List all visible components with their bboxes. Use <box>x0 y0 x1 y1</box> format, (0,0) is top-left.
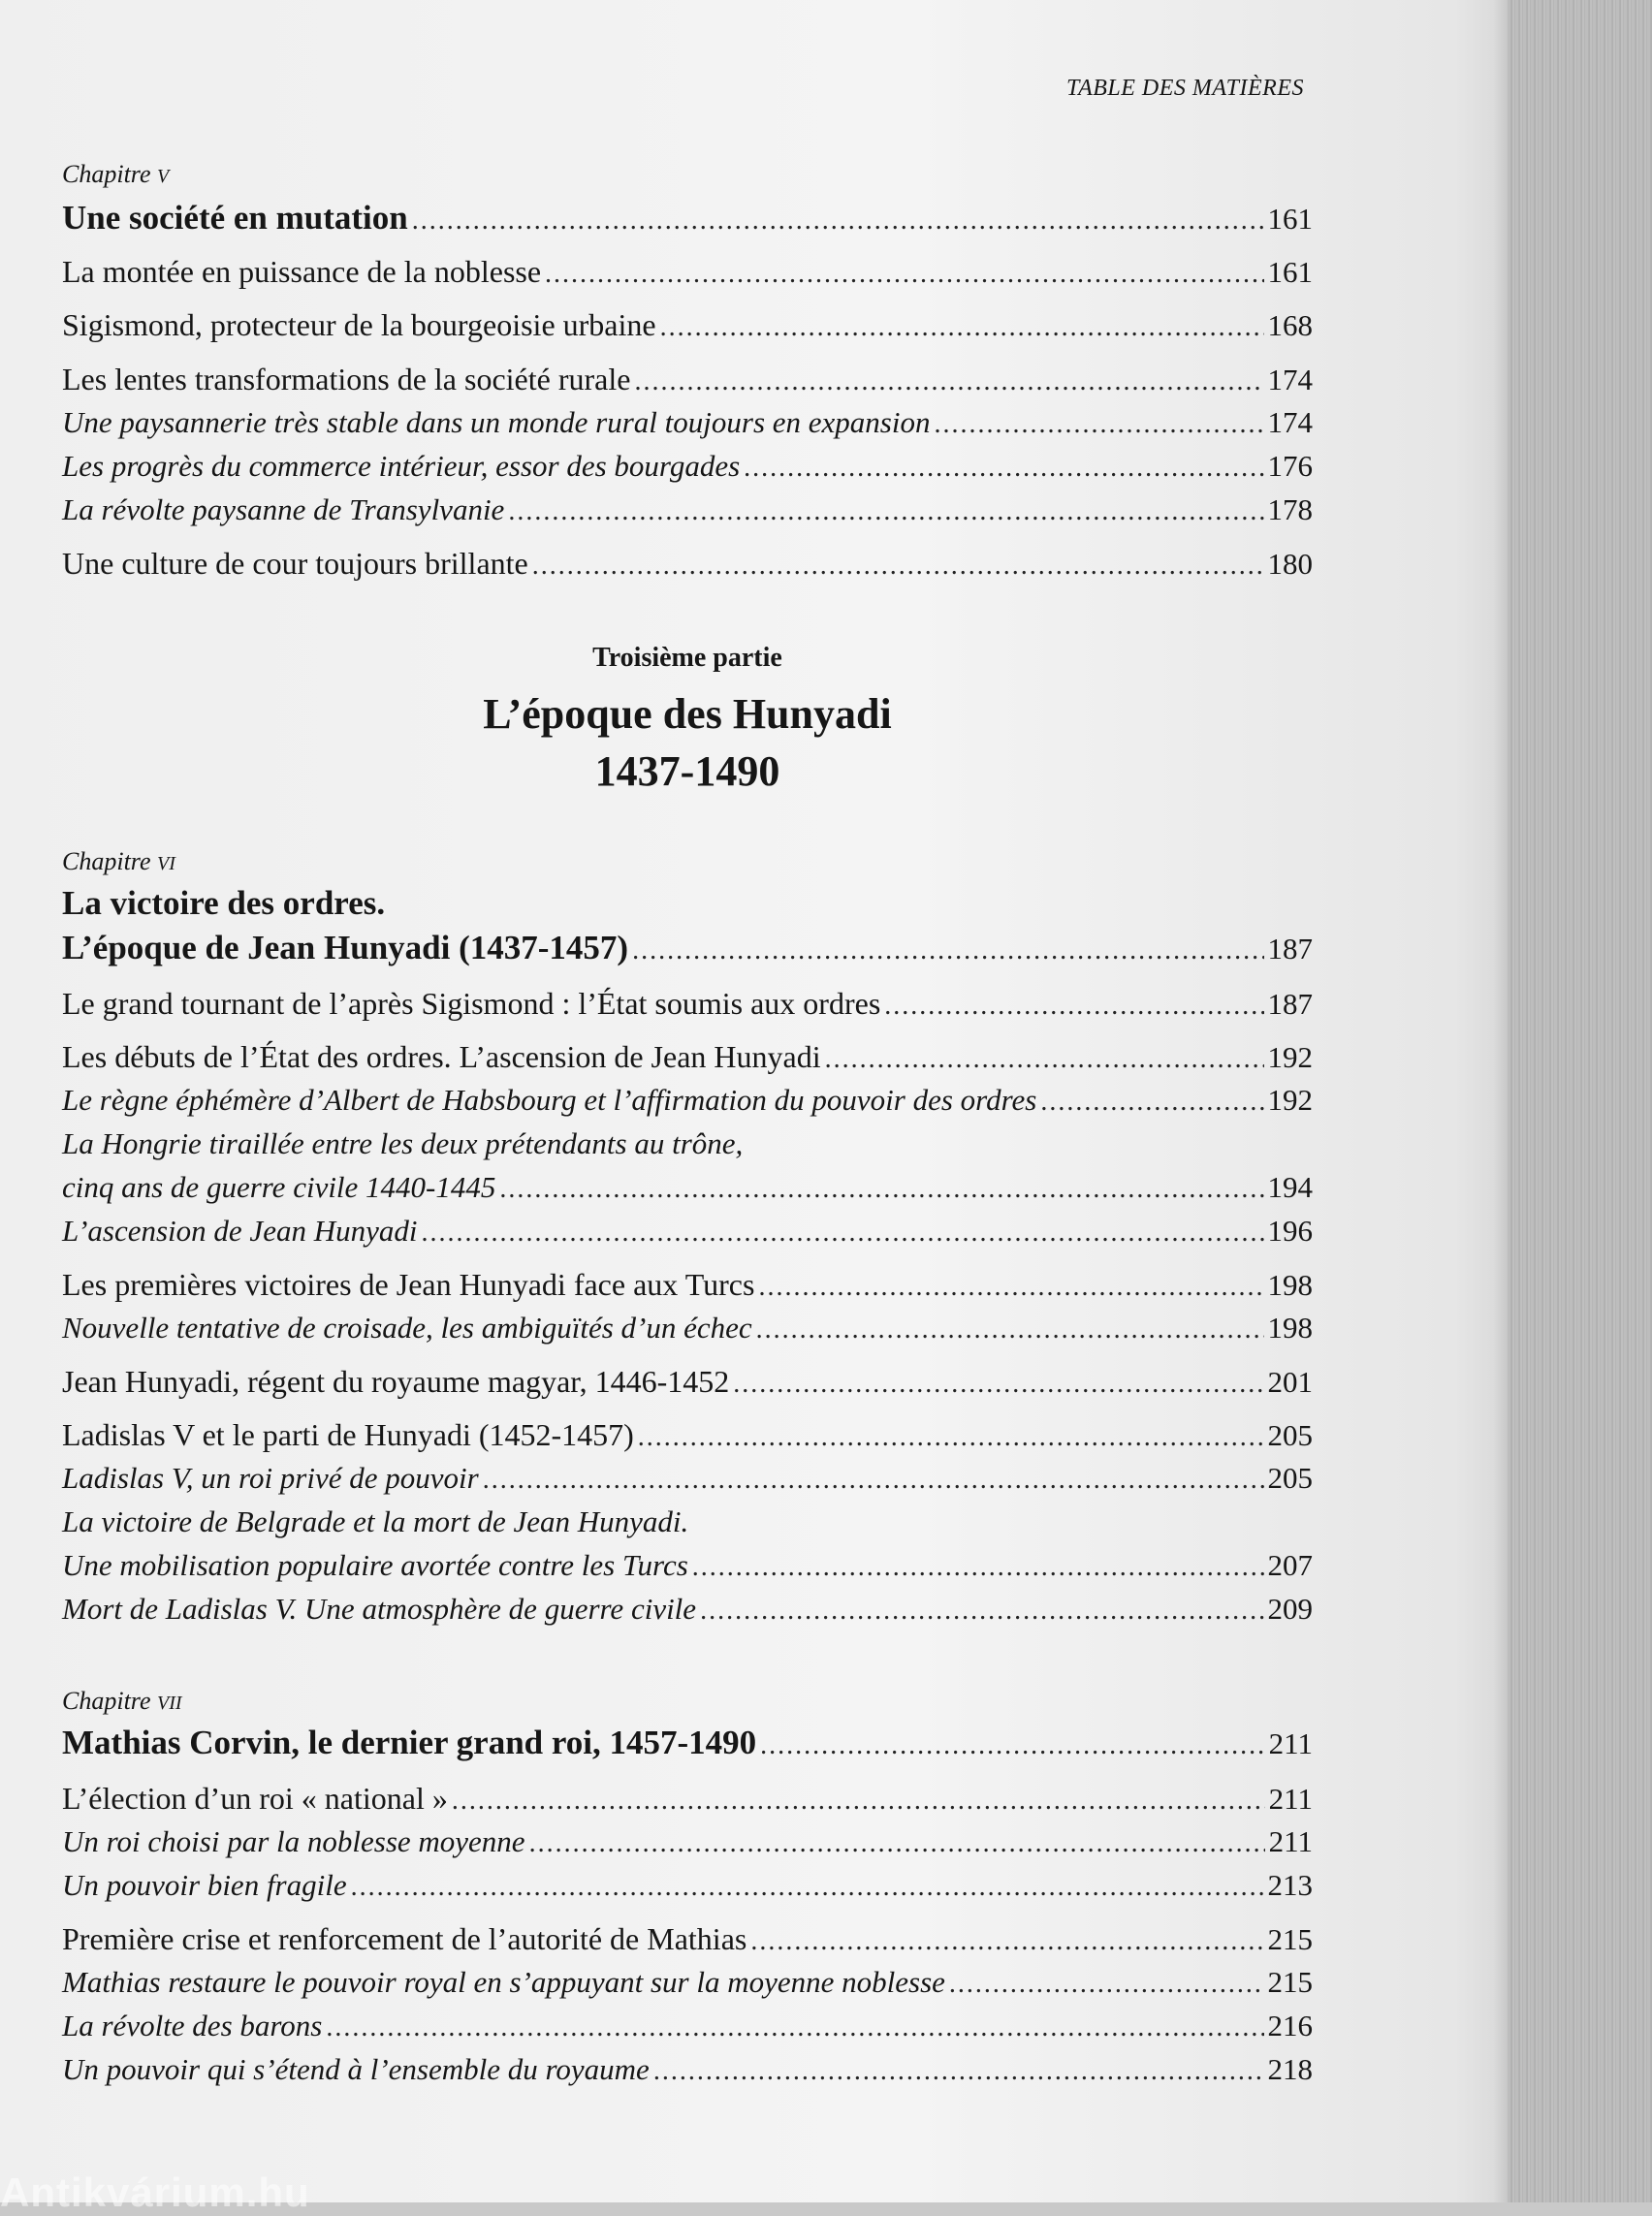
part-dates: 1437-1490 <box>594 747 780 795</box>
chapter-6-title-line1: La victoire des ordres. <box>62 884 386 922</box>
part-label: Troisième partie <box>592 643 782 673</box>
dot-leader <box>638 1422 1264 1449</box>
entry-title: Un roi choisi par la noblesse moyenne <box>62 1824 525 1858</box>
chapter-6-title-row[interactable] <box>62 929 1313 967</box>
dot-leader <box>653 2056 1264 2083</box>
toc-subentry[interactable] <box>62 1311 1313 1345</box>
entry-title: Ladislas V et le parti de Hunyadi (1452-1457) <box>62 1417 634 1452</box>
dot-leader <box>326 2012 1263 2040</box>
chapter-5-title-row[interactable] <box>62 199 1313 237</box>
page-number: 209 <box>1267 1592 1313 1626</box>
dot-leader <box>692 1552 1264 1579</box>
page-number: 168 <box>1267 308 1313 342</box>
dot-leader <box>700 1596 1263 1623</box>
page-number: 192 <box>1267 1040 1313 1074</box>
chapter-title: Une société en mutation <box>62 199 408 237</box>
dot-leader <box>758 1272 1263 1299</box>
toc-subentry[interactable] <box>62 1548 1313 1583</box>
dot-leader <box>532 551 1264 578</box>
chapter-title: Mathias Corvin, le dernier grand roi, 1457-1490 <box>62 1724 757 1761</box>
dot-leader <box>934 409 1263 436</box>
dot-leader <box>750 1926 1263 1953</box>
entry-title: Jean Hunyadi, régent du royaume magyar, 1446-1452 <box>62 1364 730 1399</box>
page-number: 215 <box>1267 1922 1313 1956</box>
chapter-label-number: V <box>156 166 170 187</box>
toc-subentry[interactable] <box>62 1461 1313 1496</box>
dot-leader <box>760 1730 1264 1757</box>
entry-title: Les lentes transformations de la société rurale <box>62 362 631 396</box>
part-title: L’époque des Hunyadi <box>483 690 892 738</box>
toc-subentry-continued[interactable]: La victoire de Belgrade et la mort de Jean Hunyadi. <box>62 1504 689 1538</box>
entry-title: Une culture de cour toujours brillante <box>62 546 528 581</box>
entry-title: Première crise et renforcement de l’autorité de Mathias <box>62 1921 747 1956</box>
chapter-6-label <box>62 847 175 876</box>
entry-title: Les débuts de l’État des ordres. L’ascension de Jean Hunyadi <box>62 1039 821 1074</box>
entry-title: Le grand tournant de l’après Sigismond : l’État soumis aux ordres <box>62 986 881 1021</box>
entry-title: Un pouvoir bien fragile <box>62 1868 347 1902</box>
chapter-label-word: Chapitre <box>62 1687 151 1715</box>
toc-subentry[interactable] <box>62 449 1313 484</box>
toc-entry[interactable] <box>62 1921 1313 1957</box>
page-number: 178 <box>1267 492 1313 526</box>
page-number: 161 <box>1267 255 1313 289</box>
toc-subentry[interactable] <box>62 1824 1313 1859</box>
chapter-title: L’époque de Jean Hunyadi (1437-1457) <box>62 929 629 966</box>
dot-leader <box>634 366 1263 394</box>
page-number: 174 <box>1267 405 1313 439</box>
toc-subentry[interactable] <box>62 2052 1313 2087</box>
entry-title: Ladislas V, un roi privé de pouvoir <box>62 1461 479 1495</box>
entry-title: Une mobilisation populaire avortée contre les Turcs <box>62 1548 688 1582</box>
page-number: 211 <box>1268 1824 1313 1858</box>
toc-entry[interactable] <box>62 254 1313 290</box>
toc-entry[interactable] <box>62 986 1313 1022</box>
page-number: 174 <box>1267 363 1313 396</box>
chapter-label-word: Chapitre <box>62 160 151 188</box>
toc-subentry[interactable] <box>62 1868 1313 1903</box>
toc-entry[interactable] <box>62 1781 1313 1817</box>
dot-leader <box>949 1969 1264 1996</box>
dot-leader <box>756 1314 1264 1342</box>
dot-leader <box>884 991 1263 1018</box>
dot-leader <box>660 312 1264 339</box>
toc-entry[interactable] <box>62 1039 1313 1075</box>
dot-leader <box>412 206 1264 233</box>
page-number: 215 <box>1267 1965 1313 1999</box>
dot-leader <box>1040 1087 1263 1114</box>
page-edges <box>1508 0 1652 2202</box>
entry-title: Une paysannerie très stable dans un monde rural toujours en expansion <box>62 405 931 439</box>
chapter-label-number: VII <box>156 1693 182 1714</box>
dot-leader <box>351 1872 1264 1899</box>
entry-title: cinq ans de guerre civile 1440-1445 <box>62 1170 496 1204</box>
toc-entry[interactable] <box>62 362 1313 397</box>
dot-leader <box>508 496 1263 523</box>
page-number: 218 <box>1267 2052 1313 2086</box>
dot-leader <box>529 1828 1265 1855</box>
page-number: 192 <box>1267 1083 1313 1117</box>
running-header: TABLE DES MATIÈRES <box>1066 76 1304 101</box>
entry-title: La révolte des barons <box>62 2009 323 2042</box>
page-number: 198 <box>1267 1311 1313 1345</box>
toc-entry[interactable] <box>62 307 1313 343</box>
toc-entry[interactable] <box>62 1417 1313 1453</box>
toc-subentry-continued[interactable]: La Hongrie tiraillée entre les deux prétendants au trône, <box>62 1126 744 1160</box>
page-number: 205 <box>1267 1418 1313 1452</box>
chapter-7-label <box>62 1687 182 1716</box>
toc-entry[interactable] <box>62 1267 1313 1303</box>
entry-title: Mathias restaure le pouvoir royal en s’appuyant sur la moyenne noblesse <box>62 1965 945 1999</box>
dot-leader <box>483 1465 1264 1492</box>
page-number: 196 <box>1267 1214 1313 1248</box>
toc-entry[interactable] <box>62 546 1313 582</box>
page-number: 201 <box>1267 1365 1313 1399</box>
toc-subentry[interactable] <box>62 492 1313 527</box>
toc-subentry[interactable] <box>62 1592 1313 1627</box>
page-number: 213 <box>1267 1868 1313 1902</box>
entry-title: Nouvelle tentative de croisade, les ambiguïtés d’un échec <box>62 1311 752 1345</box>
page-number: 205 <box>1267 1461 1313 1495</box>
chapter-5-label <box>62 160 169 189</box>
page-number: 198 <box>1267 1268 1313 1302</box>
page-number: 211 <box>1268 1726 1313 1760</box>
entry-title: L’élection d’un roi « national » <box>62 1781 448 1816</box>
dot-leader <box>744 453 1263 480</box>
entry-title: Le règne éphémère d’Albert de Habsbourg et l’affirmation du pouvoir des ordres <box>62 1083 1037 1117</box>
entry-title: La révolte paysanne de Transylvanie <box>62 492 505 526</box>
dot-leader <box>825 1044 1264 1071</box>
entry-title: Sigismond, protecteur de la bourgeoisie urbaine <box>62 307 656 342</box>
toc-subentry[interactable] <box>62 1083 1313 1118</box>
toc-subentry[interactable] <box>62 1170 1313 1205</box>
chapter-label-number: VI <box>156 853 175 874</box>
toc-entry[interactable] <box>62 1364 1313 1400</box>
entry-title: La montée en puissance de la noblesse <box>62 254 542 289</box>
dot-leader <box>421 1218 1263 1245</box>
toc-subentry[interactable] <box>62 1965 1313 2000</box>
page-number: 187 <box>1267 932 1313 966</box>
page-number: 211 <box>1268 1782 1313 1816</box>
dot-leader <box>452 1786 1265 1813</box>
page-number: 216 <box>1267 2009 1313 2042</box>
dot-leader <box>632 935 1263 963</box>
toc-subentry[interactable] <box>62 1214 1313 1249</box>
dot-leader <box>733 1369 1263 1396</box>
chapter-label-word: Chapitre <box>62 847 151 875</box>
dot-leader <box>545 259 1263 286</box>
page-number: 180 <box>1267 547 1313 581</box>
entry-title: Les progrès du commerce intérieur, essor des bourgades <box>62 449 741 483</box>
chapter-7-title-row[interactable] <box>62 1724 1313 1762</box>
page-number: 161 <box>1267 202 1313 236</box>
page-number: 176 <box>1267 449 1313 483</box>
page-number: 187 <box>1267 987 1313 1021</box>
dot-leader <box>499 1174 1263 1201</box>
toc-subentry[interactable] <box>62 2009 1313 2043</box>
entry-title: L’ascension de Jean Hunyadi <box>62 1214 418 1248</box>
entry-title: Mort de Ladislas V. Une atmosphère de guerre civile <box>62 1592 697 1626</box>
entry-title: Les premières victoires de Jean Hunyadi face aux Turcs <box>62 1267 755 1302</box>
page-number: 207 <box>1267 1548 1313 1582</box>
watermark: Antikvárium.hu <box>0 2169 310 2215</box>
toc-subentry[interactable] <box>62 405 1313 440</box>
page-number: 194 <box>1267 1170 1313 1204</box>
entry-title: Un pouvoir qui s’étend à l’ensemble du royaume <box>62 2052 650 2086</box>
